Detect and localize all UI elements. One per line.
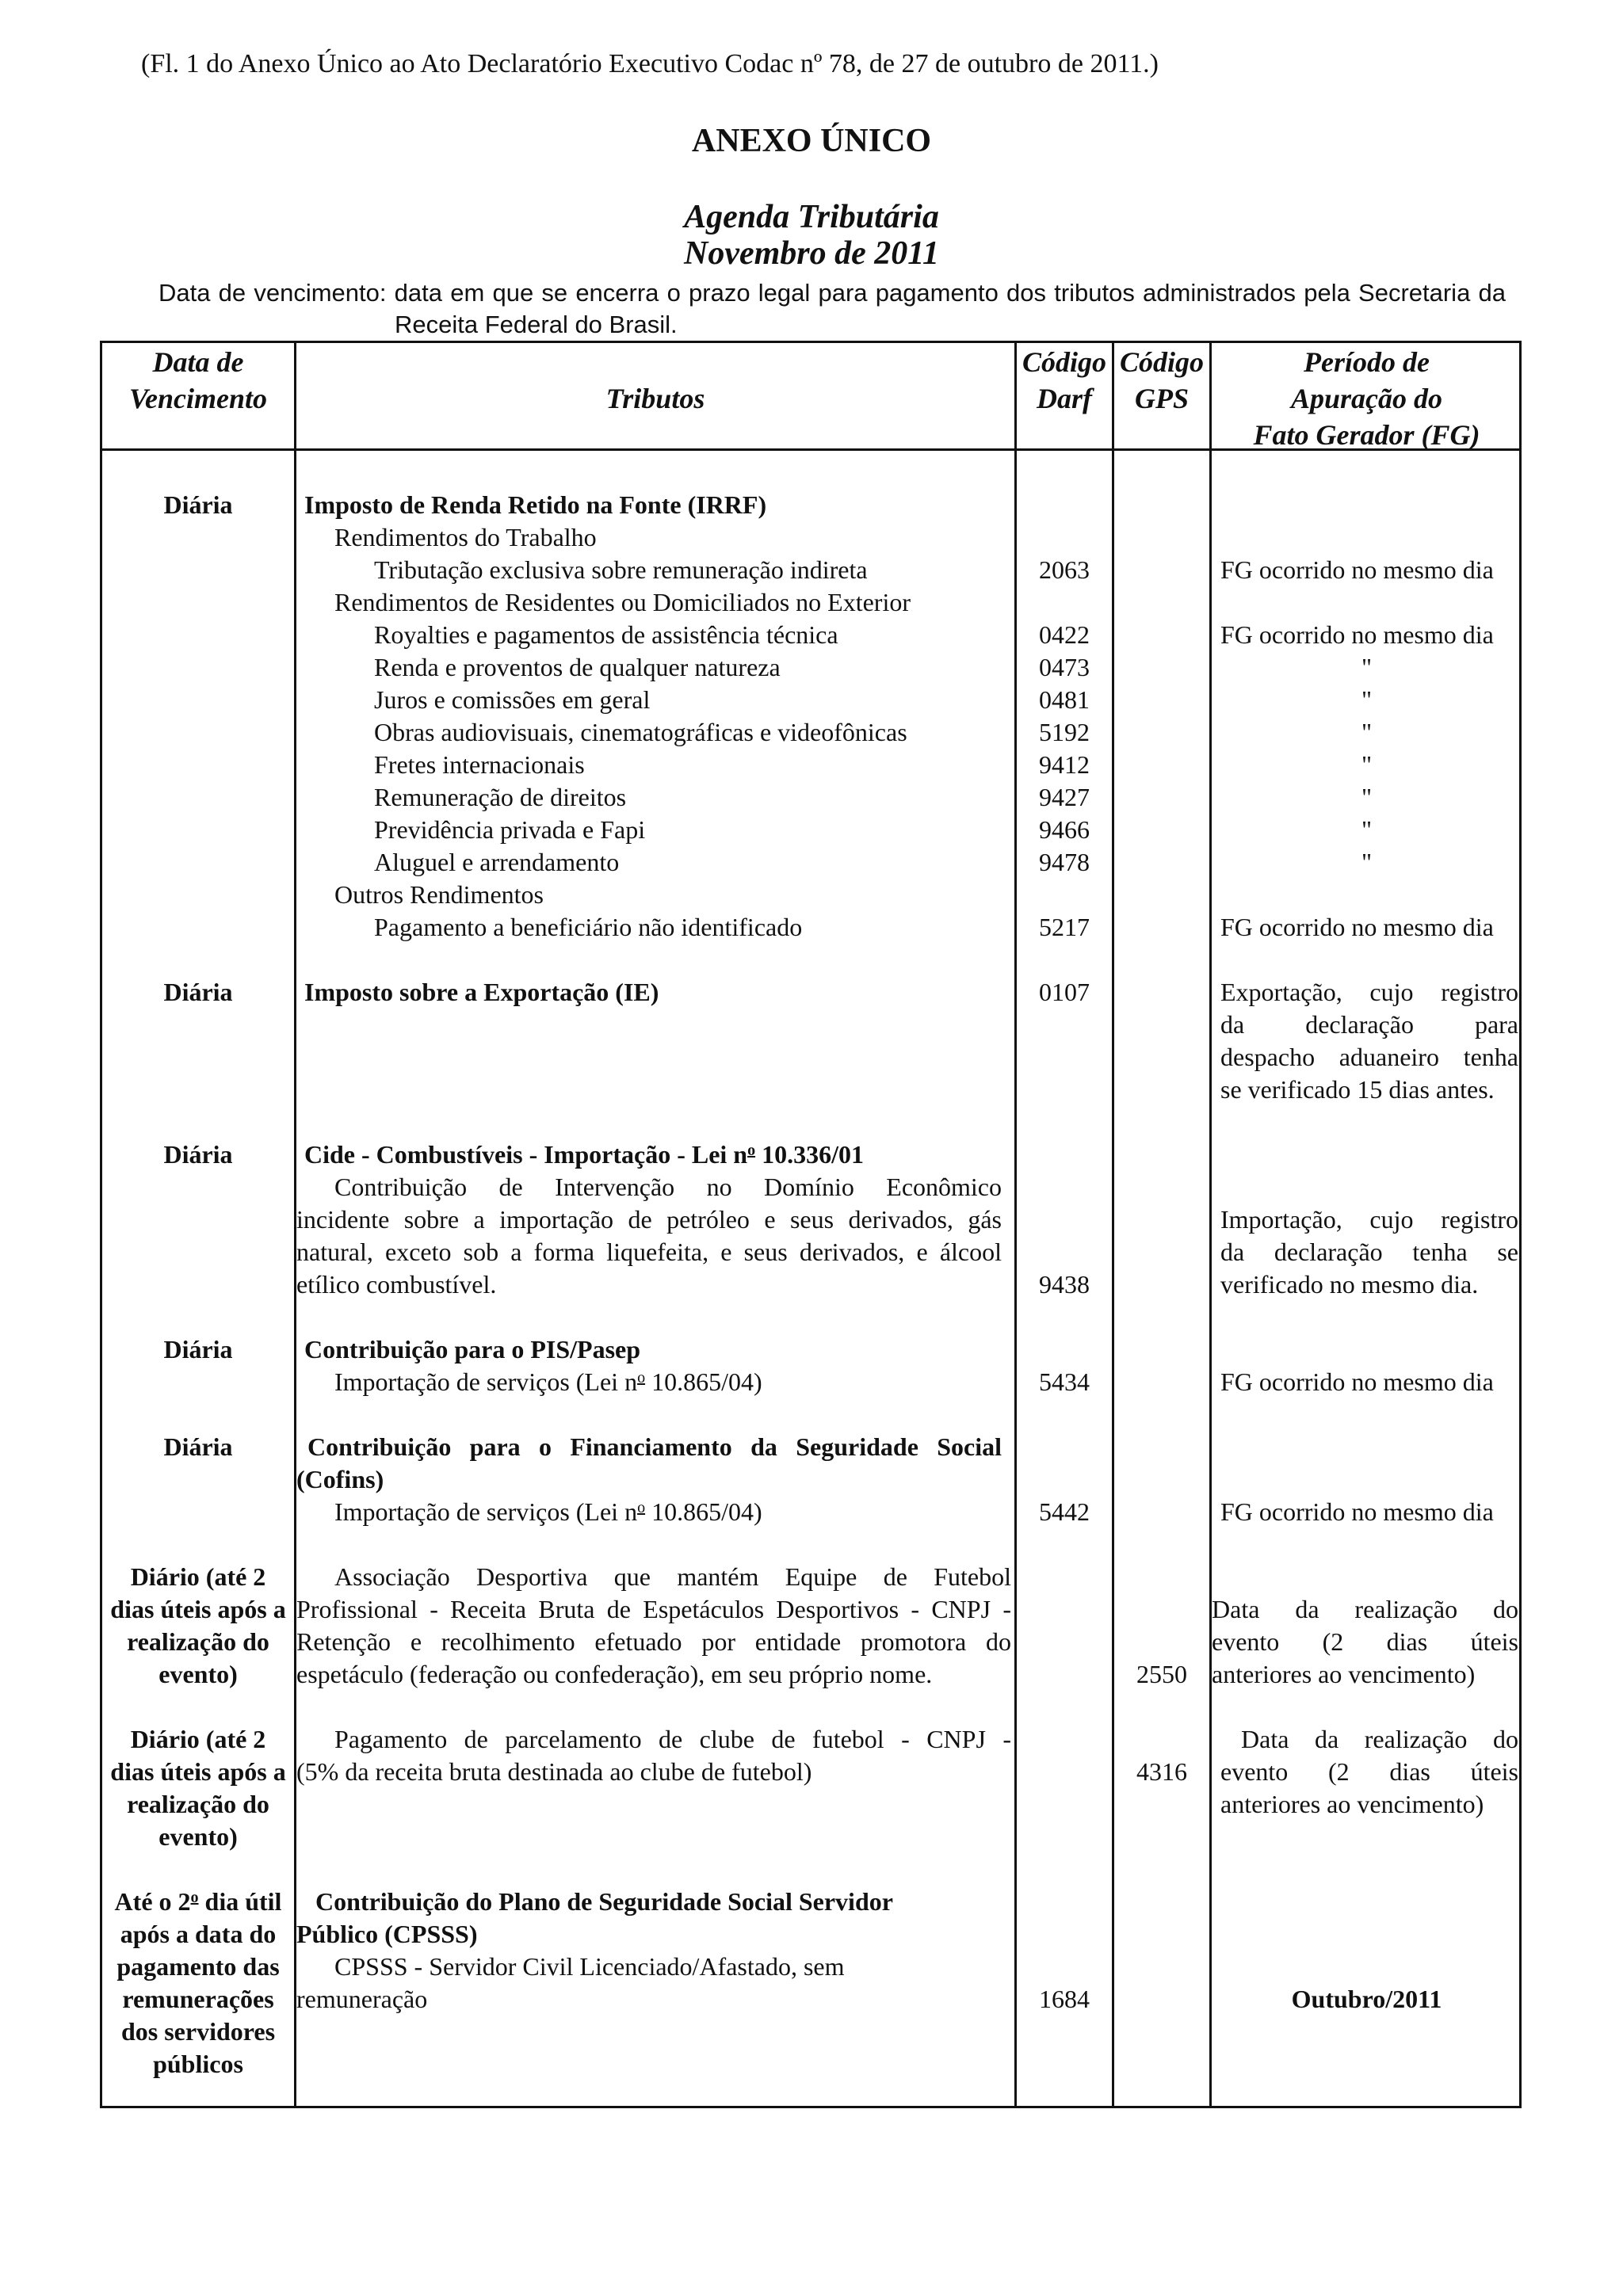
tax-item-label: Juros e comissões em geral [374,685,651,714]
header-tributos: Tributos [605,383,705,414]
tax-item-label: Tributação exclusiva sobre remuneração indireta [374,555,868,584]
period-ditto: " [1361,685,1373,714]
tax-description: Associação Desportiva que mantém Equipe de Futebol Profissional - Receita Bruta de Espetáculos Desportivos - CNPJ - Retenção e recolhimento efetuado por entidade promotora do espetáculo (federação ou confederação), em seu próprio nome. [296,1562,1011,1688]
agenda-month: Novembro de 2011 [684,235,939,272]
tax-subgroup: Outros Rendimentos [334,880,544,909]
header-codigo-gps: Código GPS [1119,346,1204,414]
date-cell: Até o 2$^o$ dia útil após a data do pagamento das remunerações dos servidores públicos [114,1887,282,2078]
darf-code: 0473 [1039,653,1090,681]
tax-subgroup: Rendimentos de Residentes ou Domiciliados no Exterior [334,588,911,616]
tax-title: Contribuição para o PIS/Pasep [304,1335,641,1363]
tax-item-label: Previdência privada e Fapi [374,815,646,844]
description-line-2: Receita Federal do Brasil. [395,311,678,338]
tax-item-label: Importação de serviços (Lei $n^o$ 10.865/04) [334,1497,762,1526]
tax-item-label: Pagamento a beneficiário não identificado [374,913,803,941]
period-cell: Data da realização do evento (2 dias úteis anteriores ao vencimento) [1220,1725,1518,1818]
page-header-note: (Fl. 1 do Anexo Único ao Ato Declaratório Executivo Codac nº 78, de 27 de outubro de 2011.) [141,49,1159,78]
period-ditto: " [1361,815,1373,844]
darf-code: 9412 [1039,750,1090,779]
period-cell: FG ocorrido no mesmo dia [1220,1497,1494,1526]
date-cell: Diário (até 2 dias úteis após a realização do evento) [110,1725,286,1851]
column-divider [1112,341,1114,2108]
tax-item-label: Aluguel e arrendamento [374,848,620,876]
date-cell: Diária [163,1432,233,1461]
tax-title: Contribuição do Plano de Seguridade Social Servidor Público (CPSSS) [296,1887,893,1948]
period-cell: Exportação, cujo registro da declaração para despacho aduaneiro tenha se verificado 15 dias antes. [1220,978,1518,1104]
darf-code: 9438 [1039,1270,1090,1299]
tax-item-label: Importação de serviços (Lei $n^o$ 10.865/04) [334,1367,762,1396]
tax-description: CPSSS - Servidor Civil Licenciado/Afastado, sem remuneração [296,1952,845,2013]
darf-code: 5192 [1039,718,1090,746]
gps-code: 2550 [1136,1660,1187,1688]
tax-title: Imposto sobre a Exportação (IE) [304,978,659,1006]
darf-code: 9466 [1039,815,1090,844]
column-divider [1209,341,1212,2108]
header-codigo-darf: Código Darf [1022,346,1106,414]
date-cell: Diária [163,978,233,1006]
tax-item-label: Remuneração de direitos [374,783,627,811]
date-cell: Diário (até 2 dias úteis após a realização do evento) [110,1562,286,1688]
tax-item-label: Obras audiovisuais, cinematográficas e videofônicas [374,718,907,746]
tax-title: Cide - Combustíveis - Importação - Lei $n^o$ 10.336/01 [304,1140,864,1169]
date-cell: Diária [163,1335,233,1363]
date-cell: Diária [163,1140,233,1169]
period-cell: FG ocorrido no mesmo dia [1220,555,1494,584]
description-line-1: Data de vencimento: data em que se encerra o prazo legal para pagamento dos tributos administrados pela Secretaria da [158,279,1506,307]
tax-title: Contribuição para o Financiamento da Seguridade Social (Cofins) [296,1432,1002,1493]
annex-title: ANEXO ÚNICO [691,123,932,159]
darf-code: 2063 [1039,555,1090,584]
agenda-title: Agenda Tributária [684,199,939,235]
darf-code: 5442 [1039,1497,1090,1526]
period-cell: Outubro/2011 [1291,1985,1442,2013]
period-ditto: " [1361,653,1373,681]
date-cell: Diária [163,490,233,519]
tax-description: Pagamento de parcelamento de clube de futebol - CNPJ - (5% da receita bruta destinada ao clube de futebol) [296,1725,1011,1786]
tax-title: Imposto de Renda Retido na Fonte (IRRF) [304,490,767,519]
header-vencimento: Data de Vencimento [128,346,267,414]
tax-item-label: Renda e proventos de qualquer natureza [374,653,781,681]
period-ditto: " [1361,750,1373,779]
darf-code: 0481 [1039,685,1090,714]
darf-code: 5434 [1039,1367,1090,1396]
period-ditto: " [1361,848,1373,876]
darf-code: 0422 [1039,620,1090,649]
period-cell: FG ocorrido no mesmo dia [1220,913,1494,941]
darf-code: 9478 [1039,848,1090,876]
period-ditto: " [1361,783,1373,811]
period-ditto: " [1361,718,1373,746]
header-periodo: Período de Apuração do Fato Gerador (FG) [1253,346,1480,451]
tax-description: Contribuição de Intervenção no Domínio Econômico incidente sobre a importação de petróleo e seus derivados, gás natural, exceto sob a forma liquefeita, e seus derivados, e álcool etílico combustível. [296,1173,1002,1299]
darf-code: 1684 [1039,1985,1090,2013]
column-divider [1014,341,1017,2108]
period-cell: FG ocorrido no mesmo dia [1220,1367,1494,1396]
tax-item-label: Fretes internacionais [374,750,585,779]
period-cell: FG ocorrido no mesmo dia [1220,620,1494,649]
period-cell: Importação, cujo registro da declaração tenha se verificado no mesmo dia. [1220,1205,1518,1299]
darf-code: 9427 [1039,783,1090,811]
gps-code: 4316 [1136,1757,1187,1786]
darf-code: 5217 [1039,913,1090,941]
period-cell: Data da realização do evento (2 dias úteis anteriores ao vencimento) [1212,1595,1518,1688]
tax-subgroup: Rendimentos do Trabalho [334,523,597,551]
tax-item-label: Royalties e pagamentos de assistência técnica [374,620,838,649]
darf-code: 0107 [1039,978,1090,1006]
